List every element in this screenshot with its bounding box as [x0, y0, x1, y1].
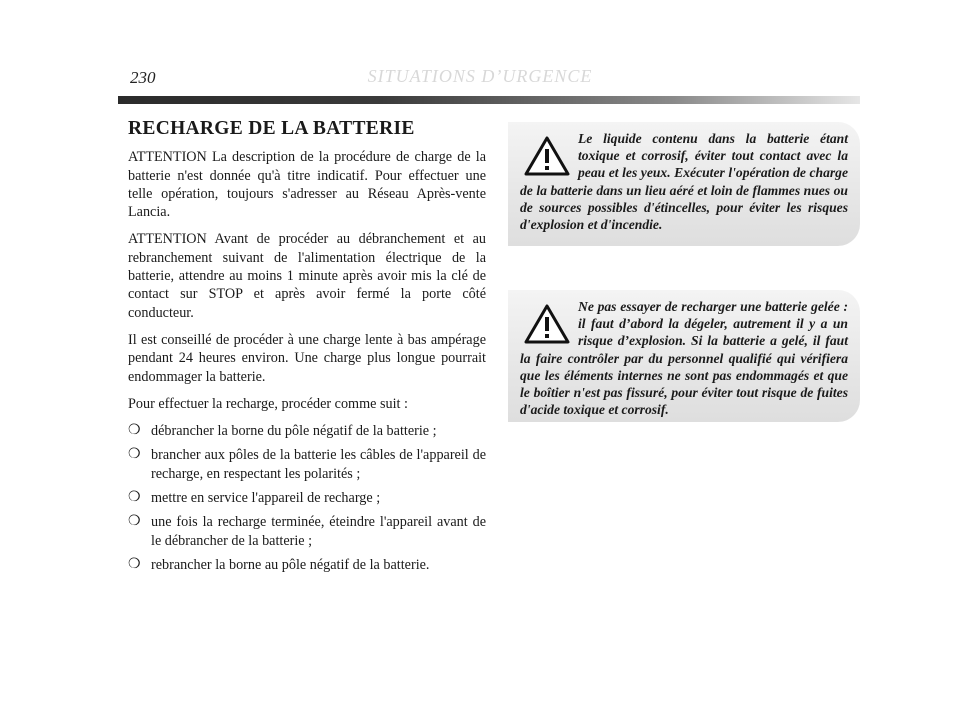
paragraph-attention-2: ATTENTION Avant de procéder au débranchement et au rebranchement suivant de l'alimentation électrique de la batterie, attendre au moins 1 minute après avoir mis la clé de contact sur STOP et après avoir fermé la porte côté conducteur. [128, 231, 486, 321]
paragraph-attention-1: ATTENTION La description de la procédure de charge de la batterie n'est donnée qu'à titre indicatif. Pour effectuer une telle opération, toujours s'adresser au Réseau Après-vente Lancia. [128, 149, 486, 221]
main-column [128, 120, 486, 580]
warning-box-frozen-battery [508, 290, 860, 422]
paragraph-slow-charge: Il est conseillé de procéder à une charge lente à bas ampérage pendant 24 heures environ. Une charge plus longue pourrait endommager la batterie. [128, 331, 486, 385]
warning-triangle-icon [524, 136, 570, 176]
bullet-icon: ❍ [128, 556, 141, 572]
warning-triangle-icon [524, 304, 570, 344]
section-title: SITUATIONS D’URGENCE [367, 66, 593, 86]
step-text: mettre en service l'appareil de recharge ; [151, 490, 381, 507]
header-rule [118, 96, 860, 104]
page-number: 230 [130, 68, 156, 87]
bullet-icon: ❍ [128, 490, 141, 506]
warning-box-toxic-liquid [508, 122, 860, 246]
list-item [128, 556, 486, 574]
list-item [128, 422, 486, 440]
list-item [128, 513, 486, 550]
step-text: brancher aux pôles de la batterie les câbles de l'appareil de recharge, en respectant les polarités ; [151, 447, 486, 482]
paragraph-procedure-intro: Pour effectuer la recharge, procéder comme suit : [128, 395, 408, 412]
list-item [128, 489, 486, 507]
bullet-icon: ❍ [128, 423, 141, 439]
procedure-steps [128, 422, 486, 574]
list-item [128, 446, 486, 483]
step-text: débrancher la borne du pôle négatif de la batterie ; [151, 423, 437, 440]
warning-text: Le liquide contenu dans la batterie étant toxique et corrosif, éviter tout contact avec la peau et les yeux. Exécuter l'opération de charge de la batterie dans un lieu aéré et loin de flammes nues ou de sources possibles d'étincelles, pour éviter les risques d'explosion et d'incendie. [520, 131, 848, 233]
step-text: une fois la recharge terminée, éteindre l'appareil avant de le débrancher de la batterie ; [151, 514, 486, 549]
page-title: RECHARGE DE LA BATTERIE [128, 118, 415, 139]
bullet-icon: ❍ [128, 447, 141, 463]
bullet-icon: ❍ [128, 514, 141, 530]
step-text: rebrancher la borne au pôle négatif de la batterie. [151, 556, 430, 573]
warning-text: Ne pas essayer de recharger une batterie gelée : il faut d’abord la dégeler, autrement il y a un risque d’explosion. Si la batterie a gelé, il faut la faire contrôler par du personnel qualifié qui vérifiera que les éléments internes ne sont pas endommagés et que le boîtier n'est pas fissuré, pour éviter tout risque de fuites d'acide toxique et corrosif. [520, 299, 848, 418]
